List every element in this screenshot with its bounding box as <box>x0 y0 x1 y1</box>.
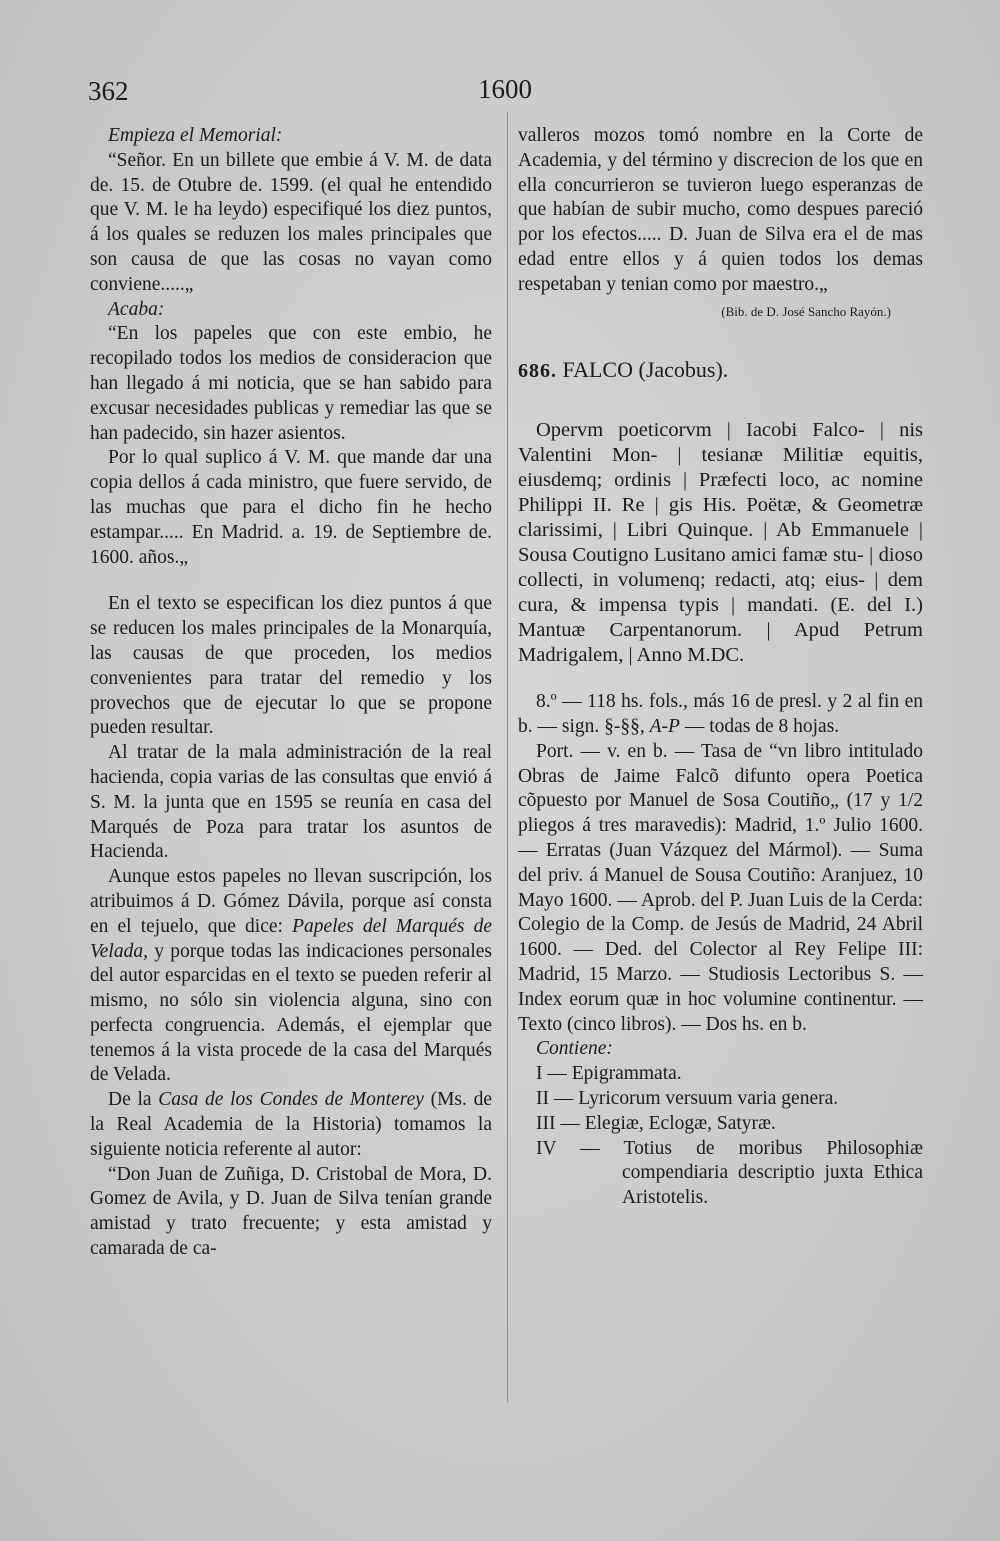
entry-number: 686. <box>518 360 557 383</box>
source-title: Casa de los Condes de Monterey <box>158 1089 424 1111</box>
source-quote-cont: valleros mozos tomó nombre en la Corte de Academia, y del término y discrecion de los que en ella concurrieron se tuvieron luego esperanzas de que habían de subir mucho, como despues pareció por los efectos..... D. Juan de Silva era el de mas edad entre ellos y á quien todos los demas respetaban y tenian como por maestro.„ <box>518 125 923 295</box>
left-column <box>90 124 492 1262</box>
right-column <box>518 124 923 1211</box>
running-head-year: 1600 <box>478 74 532 104</box>
commentary-paragraph: Al tratar de la mala administración de la real hacienda, copia varias de las consultas que envió á S. M. la junta que en 1595 se reunía en casa del Marqués de Poza para tratar los asuntos de Hacienda. <box>90 742 492 863</box>
memorial-closing-quote-cont: Por lo qual suplico á V. M. que mande dar una copia dellos á cada ministro, que fuere servido, de las muchas que para el dicho fin he hecho estampar..... En Madrid. a. 19. de Septiembre de. 1600. años.„ <box>90 447 492 568</box>
memorial-end-label: Acaba: <box>108 298 165 320</box>
commentary-paragraph: En el texto se especifican los diez puntos á que se reducen los males principales de la Monarquía, las causas de que proceden, los medios convenientes para tratar del remedio y los provechos que de ejecutar lo que se propone pueden resultar. <box>90 593 492 739</box>
bibliographic-reference: (Bib. de D. José Sancho Rayón.) <box>721 303 891 319</box>
page-header <box>0 70 1000 110</box>
column-divider <box>507 112 508 1402</box>
page-number: 362 <box>88 76 129 106</box>
contents-item: IV — Totius de moribus Philosophiæ compendiaria descriptio juxta Ethica Aristotelis. <box>536 1137 923 1209</box>
source-paragraph: De la Casa de los Condes de Monterey (Ms. de la Real Academia de la Historia) tomamos la siguiente noticia referente al autor: <box>90 1089 492 1160</box>
source-quote: “Don Juan de Zuñiga, D. Cristobal de Mora, D. Gomez de Avila, y D. Juan de Silva tenían grande amistad y trato frecuente; y esta amistad y camarada de ca- <box>90 1163 492 1260</box>
attribution-paragraph: Aunque estos papeles no llevan suscripción, los atribuimos á D. Gómez Dávila, porque así consta en el tejuelo, que dice: Papeles del Marqués de Velada, y porque todas las indicaciones personales del autor esparcidas en el texto se pueden referir al mismo, no sólo sin violencia alguna, sino con perfecta congruencia. Además, el ejemplar que tenemos á la vista procede de la casa del Marqués de Velada. <box>90 866 492 1086</box>
contiene-label: Contiene: <box>536 1038 613 1060</box>
memorial-start-label: Empieza el Memorial: <box>108 125 283 146</box>
entry-author: FALCO (Jacobus). <box>562 357 729 383</box>
collation: 8.º — 118 hs. fols., más 16 de presl. y 2 al fin en b. — sign. §-§§, A-P — todas de 8 hojas. <box>518 691 923 737</box>
book-title-transcription: Opervm poeticorvm | Iacobi Falco- | nis Valentini Mon- | tesianæ Militiæ equitis, eiusdemq; ordinis | Præfecti loco, ac nomine Philippi II. Re | gis His. Poëtæ, & Geometræ clarissimi, | Libri Quinque. | Ab Emmanuele | Sousa Coutigno Lusitano amici famæ stu- | dioso collecti, in volumenq; redacti, atq; eius- | dem cura, & impensa typis | mandati. (E. del I.) Mantuæ Carpentanorum. | Apud Petrum Madrigalem, | Anno M.DC. <box>518 419 923 667</box>
contents-item: I — Epigrammata. <box>536 1063 682 1085</box>
contents-description: Port. — v. en b. — Tasa de “vn libro intitulado Obras de Jaime Falcõ difunto opera Poetica cõpuesto por Manuel de Sosa Coutiño„ (17 y 1/2 pliegos á tres maravedis): Madrid, 1.º Julio 1600. — Erratas (Juan Vázquez del Mármol). — Suma del priv. á Manuel de Sousa Coutiño: Aranjuez, 10 Mayo 1600. — Aprob. del P. Juan Luis de la Cerda: Colegio de la Comp. de Jesús de Madrid, 24 Abril 1600. — Ded. del Colector al Rey Felipe III: Madrid, 15 Marzo. — Studiosis Lectoribus S. — Index eorum quæ in hoc volumine continentur. — Texto (cinco libros). — Dos hs. en b. <box>518 740 923 1035</box>
label-title: Papeles del Marqués de Velada, <box>90 915 492 962</box>
contents-item: II — Lyricorum versuum varia genera. <box>536 1087 839 1109</box>
entry-heading <box>518 358 923 384</box>
memorial-closing-quote: “En los papeles que con este embio, he recopilado todos los medios de consideracion que han llegado á mi noticia, que se han sabido para excusar necesidades publicas y remediar las que se han padecido, sin hazer asientos. <box>90 323 492 444</box>
memorial-opening-quote: “Señor. En un billete que embie á V. M. de data de. 15. de Otubre de. 1599. (el qual he entendido que V. M. le ha leydo) especifiqué los diez puntos, á los quales se reduzen los males principales que son causa de que las cosas no vayan como conviene.....„ <box>90 149 492 295</box>
contents-item: III — Elegiæ, Eclogæ, Satyræ. <box>536 1112 776 1134</box>
